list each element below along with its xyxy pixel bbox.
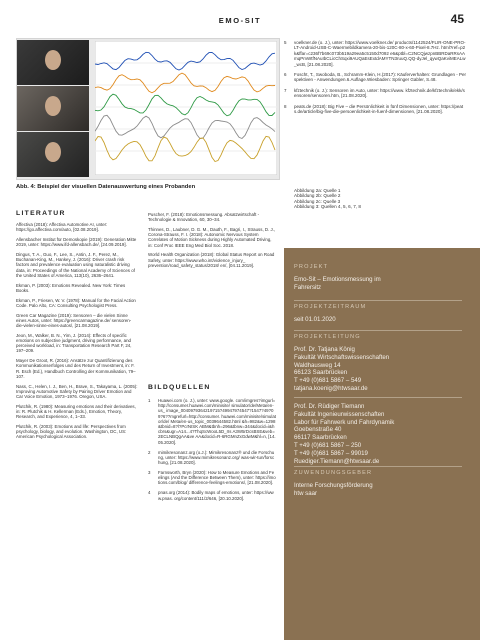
text-line: Abbildung 2c: Quelle 3	[294, 198, 341, 204]
text-line: T +49 (0)681 5867 – 99019	[294, 449, 368, 457]
reference-entry: Thinnes, D., Laubner, D. G. M., Dauth, F., Bagri, I., Strauss, D. J., Corona-Strauss, F. I. (2018): Autonomic Nervous System Correlates of Motion Sickness during Highly Automated Driving, in: Conf Proc IEEE Eng Med Biol Soc. 2018.	[148, 227, 276, 248]
text-line: Goebenstraße 40	[294, 426, 342, 434]
reference-entry: Nass, C., Helen, I. J., Ben, H., Brave, S., Takayama, L. (2005): Improving Automotive Safety by Pairing Driver Emotion and Car Voice Emotion, 1973–1976. Oregon, USA.	[16, 383, 138, 400]
reference-entry: Ekman, P., Friesen, W. V. (1978): Manual for the Facial Action Code. Palo Alto, CA: Consulting Psychologist Press.	[16, 297, 136, 308]
reference-entry: Plutchik, R. (1980): Measuring emotions and their derivatives, in: R. Plutchik & H. Kellerman (Eds.), Emotion, Theory, Research, and Experience, 4, 1–33.	[16, 403, 136, 420]
projekt-text	[294, 276, 381, 292]
driver-camera-frame	[17, 40, 89, 85]
reference-entry: World Health Organization (2018): Global Status Report on Road Safety, unter: https://www.who.int/violence_injury_ prevention/road_safety_status/2018/ en/, [04.11.2019].	[148, 252, 275, 268]
reference-entry: Affectiva (2018): Affectiva Automotive AI, unter: https://go.affectiva.com/auto, [02.08.2019].	[16, 222, 108, 233]
text-line: htw saar	[294, 489, 318, 497]
figure-caption: Abb. 4: Beispiel der visuellen Datenauswertung eines Probanden	[16, 184, 196, 190]
zeitraum-label: PROJEKTZEITRAUM	[294, 304, 367, 310]
figure-credits	[294, 188, 361, 209]
reference-entry: Puscher, F. (2018): Emotionsmessung. Absatzwirtschaft - Technologie & Innovation, 60, 30–34.	[148, 212, 260, 223]
text-line: Waldhausweg 14	[294, 361, 341, 369]
text-line: 66117 Saarbrücken	[294, 434, 347, 442]
reference-entry: Jeon, M., Walker, B. N., Yim, J. (2014): Effects of specific emotions on subjective judgment, driving performance, and perceived workload, in: Transportation Research Part F, 24, 197–209.	[16, 332, 132, 354]
page-number: 45	[450, 12, 464, 26]
text-line: Abbildung 3: Quellen 4, 5, 6, 7, 8	[294, 203, 361, 209]
figure-analysis	[16, 38, 280, 180]
bildquellen-heading: BILDQUELLEN	[148, 384, 211, 391]
text-line: Interne Forschungsförderung	[294, 482, 373, 489]
driver-camera-frame	[17, 86, 89, 131]
reference-entry: Allensbacher Institut für Demoskopie (2019): Generation Mitte 2019, unter: https://www.ifd-allensbach.de/, [24.09.2019].	[16, 237, 137, 248]
reference-entry: Green Car Magazine (2019): Sensoren – die vielen Sinne eines Autos, unter: https://greencarmagazine.de/ sensoren-die-vielen-sinne-eines-autos/, [21.08.2019].	[16, 312, 132, 329]
driver-camera-frame	[17, 132, 89, 177]
zuwendung-text	[294, 482, 373, 498]
leitung-label: PROJEKTLEITUNG	[294, 334, 361, 340]
references-continued	[284, 40, 466, 119]
text-line: 66123 Saarbrücken	[294, 369, 348, 377]
text-line: Fahrersitz	[294, 283, 322, 291]
reference-entry: Mayer De Groot, R. (2016): Ansätze zur Quantifizierung des Kommunikationserfolges und des Return of Investment, in: F. R. Esch (Ed.), Handbuch Controlling der Kommunikation, 79–107.	[16, 358, 136, 379]
text-line: T +49 (0)681 5867 – 549	[294, 377, 362, 385]
text-line: Labor für Fahrwerk und Fahrdynamik	[294, 418, 395, 426]
numbered-reference: 7 kfztechnik (o. J.): Sensoren im Auto, unter: https://www. kfztechnik.de/kfztechnik/ekk/sensoren/sensoren.htm, [21.08.2020].	[284, 87, 465, 99]
numbered-reference: 2 mimikresonanz.org (o.J.): Mimikresonanz® und die Forschung, unter: https://www.mimikresonanz.org/ was-wir-tun/forschung, [21.08.2020].	[148, 449, 275, 466]
numbered-reference: 8 peats.de (2018): Big Five – die Persönlichkeit in fünf Dimensionen, unter: https://peats.de/article/big-five-die-persoenlichkeit-in-fuenf-dimensionen, [21.08.2020].	[284, 103, 464, 115]
reference-entry: Dingus, T. A., Guo, F., Lee, S., Antin, J. F., Perez, M., Buchanan-King, M., Hankey, J. (2016): Driver crash risk factors and prevalence evaluation using naturalistic driving data, in: Proceedings of the National Academy of Sciences of the United States of America, 113(10), 2636–2641.	[16, 252, 135, 278]
reference-entry: Plutchik, R. (2003): Emotions and life: Perspectives from psychology, biology, and evolution. Washington, DC, US: American Psychological Association.	[16, 424, 127, 440]
literatur-column-1	[16, 222, 138, 444]
project-info-panel	[284, 248, 480, 640]
leitung-contact	[294, 346, 389, 393]
numbered-reference: 4 pnas.org (2014): Bodily maps of emotions, unter: https://www.pnas. org/content/111/2/646, [20.10.2020].	[148, 490, 274, 501]
second-contact	[294, 403, 394, 465]
text-line: tatjana.koenig@htwsaar.de	[294, 384, 368, 392]
signal-plot	[95, 41, 277, 175]
text-line: Abbildung 2a: Quelle 1	[294, 188, 341, 193]
text-line: Ruediger.Tiemann@htwsaar.de	[294, 457, 380, 465]
text-line: Fakultät Wirtschaftswissenschaften	[294, 353, 390, 361]
text-line: Fakultät Ingenieurwissenschaften	[294, 410, 385, 418]
text-line: Abbildung 2b: Quelle 2	[294, 193, 341, 199]
numbered-reference: 1 Huawei.com (o. J.), unter: www.google. com/imgres?imgurl= http://consumer.huawei.com/minisite/ simulator/de/Meta/en-us_ image_0040979364219715?49947974547?1547?49?09?6??mgrefurl=http://consumer. huawei.com/minisite/simulator/de/ Meta/en-us_topic_0039644582.html &h=982&w=1298&tbnid=8?l?PcrNISK ABM&tbnh=296&tbnw=344&docid=i&h cbrs&ugr=A14...4?ThqScWooL5D_rIs A3W5rDcsBSE&veb=2ECLNBQgAA&ve AA&docid=R-6RGMnZxGdwM&hl=n, [14.05.2020].	[148, 398, 276, 445]
text-line: Emo-Sit – Emotionsmessung im	[294, 276, 381, 283]
running-header: EMO-SIT	[218, 16, 262, 25]
bildquellen-list	[148, 398, 276, 506]
literatur-column-2	[148, 212, 276, 273]
numbered-reference: 3 Farnsworth, Bryn (2020): How to Measure Emotions and Feelings (And the Difference Between Them), unter: https://imotions.com/blog/ difference-feelings-emotions/, [21.08.2020].	[148, 470, 276, 486]
numbered-reference: 5 voelkner.de (o. J.), unter: https://www.voelkner.de/ products/1142524/FLIR-ONE-PRO-LT-Android-USB-C-Waermebildkamera-20-bis-120C-80-x-60-Pixel-8.7Hz. html?ref=p2k&ffar=c236f7b69c073b519a29ea5c5150d7092 e6&ptbl=C2NCQjwzpnBBRDaRRsAAmqPmWtfNAuIbCLicChSqxi9AUQaEsExtdAMYTN3ruuQ.QQ-dyJel_qywQaKviMEALw_wcB, [21.08.2020].	[284, 40, 466, 67]
numbered-reference: 6 Foscht, T., Swoboda, B., Schramm-Klein, H.(2017): Käuferverhalten: Grundlagen - Perspektiven - Anwendungen.6.Auflage.Wiesbaden: Springer Gabler, S.48.	[284, 72, 466, 83]
zuwendung-label: ZUWENDUNGSGEBER	[294, 470, 373, 476]
text-line: Prof. Dr. Rüdiger Tiemann	[294, 403, 365, 410]
literatur-heading: LITERATUR	[16, 210, 66, 217]
text-line: Prof. Dr. Tatjana König	[294, 346, 355, 353]
zeitraum-text: seit 01.01.2020	[294, 316, 336, 323]
text-line: T +49 (0)681 5867 – 250	[294, 441, 362, 449]
reference-entry: Ekman, P. (2003): Emotions Revealed. New York: Times Books.	[16, 282, 126, 293]
projekt-label: PROJEKT	[294, 264, 329, 270]
